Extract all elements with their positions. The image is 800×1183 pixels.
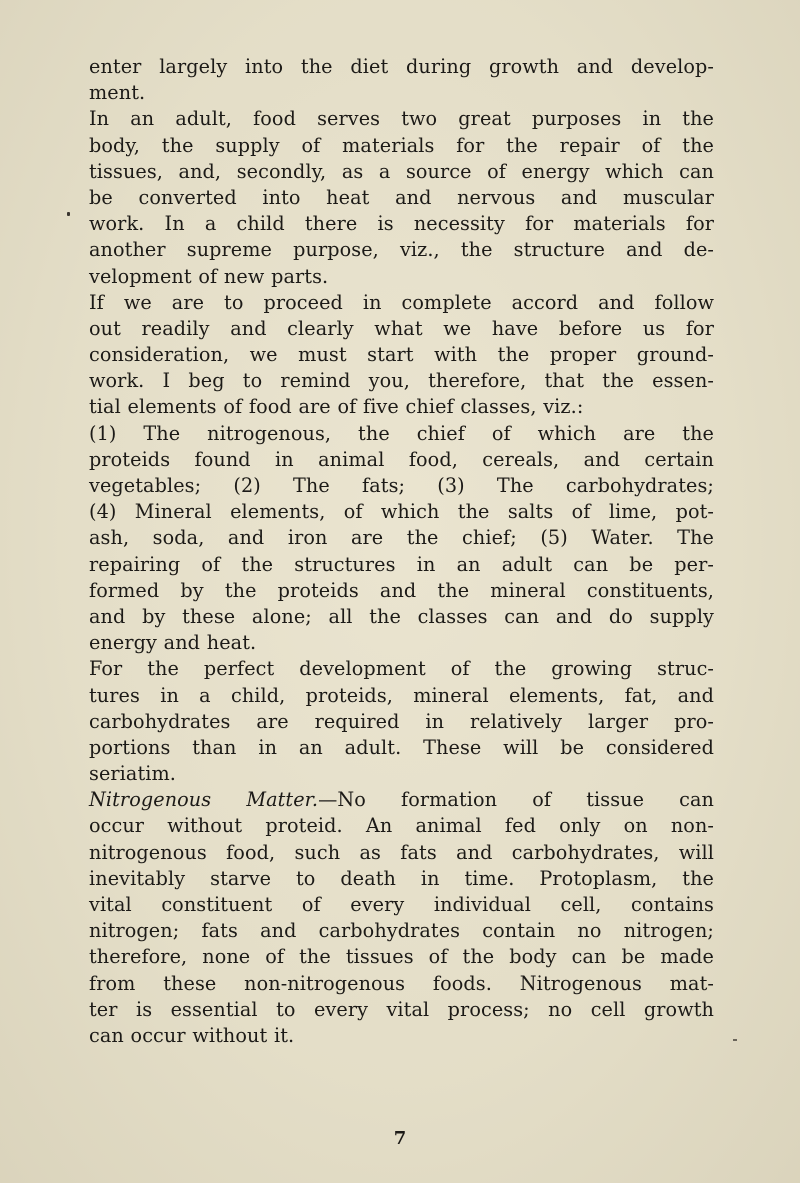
section-heading-rest: —No formation of tissue can [318, 788, 715, 812]
text-line: repairing of the structures in an adult can be per- [89, 552, 714, 576]
text-line: formed by the proteids and the mineral constituents, [89, 578, 714, 602]
text-line: vegetables; (2) The fats; (3) The carbohydrates; [89, 474, 714, 497]
text-line: nitrogen; fats and carbohydrates contain no nitrogen; [89, 919, 714, 943]
text-line: therefore, none of the tissues of the body can be made [89, 945, 714, 969]
text-line: occur without proteid. An animal fed only on non- [89, 814, 714, 838]
text-line: and by these alone; all the classes can and do supply [89, 604, 714, 628]
text-line: vital constituent of every individual cell, contains [89, 893, 714, 916]
text-line: In an adult, food serves two great purposes in the [89, 107, 714, 131]
text-line: work. In a child there is necessity for materials for [89, 212, 714, 236]
text-line: For the perfect development of the growing struc- [89, 657, 714, 681]
page-number: 7 [393, 1128, 407, 1149]
section-heading-line [89, 787, 714, 813]
text-line: tures in a child, proteids, mineral elements, fat, and [89, 683, 714, 707]
text-line: ment. [89, 81, 146, 105]
text-line: tial elements of food are of five chief classes, viz.: [89, 395, 584, 419]
text-line: portions than in an adult. These will be considered [89, 735, 714, 759]
text-line: from these non-nitrogenous foods. Nitrogenous mat- [89, 971, 714, 995]
text-line: ash, soda, and iron are the chief; (5) Water. The [89, 526, 714, 550]
text-line: carbohydrates are required in relatively larger pro- [89, 709, 714, 733]
page-blemish [67, 212, 70, 216]
text-line: If we are to proceed in complete accord and follow [89, 290, 714, 314]
text-line: (1) The nitrogenous, the chief of which are the [89, 421, 714, 445]
text-line: work. I beg to remind you, therefore, that the essen- [89, 369, 714, 393]
text-line: consideration, we must start with the proper ground- [89, 343, 714, 367]
text-line: ter is essential to every vital process; no cell growth [89, 997, 714, 1021]
text-line: body, the supply of materials for the repair of the [89, 133, 714, 157]
text-line: can occur without it. [89, 1023, 295, 1047]
section-heading: Nitrogenous Matter. [89, 788, 319, 812]
text-line: out readily and clearly what we have before us for [89, 316, 714, 340]
text-line: tissues, and, secondly, as a source of energy which can [89, 159, 714, 183]
text-line: another supreme purpose, viz., the structure and de- [89, 238, 714, 262]
page-blemish [733, 1039, 737, 1041]
body-text [89, 54, 714, 1049]
text-line: seriatim. [89, 762, 176, 786]
text-line: enter largely into the diet during growth and develop- [89, 55, 714, 78]
text-line: energy and heat. [89, 631, 257, 655]
text-line: velopment of new parts. [89, 264, 329, 288]
text-line: (4) Mineral elements, of which the salts of lime, pot- [89, 500, 714, 524]
text-line: inevitably starve to death in time. Protoplasm, the [89, 866, 714, 890]
text-line: nitrogenous food, such as fats and carbohydrates, will [89, 840, 714, 864]
text-line: proteids found in animal food, cereals, and certain [89, 447, 714, 471]
text-line: be converted into heat and nervous and muscular [89, 185, 714, 209]
